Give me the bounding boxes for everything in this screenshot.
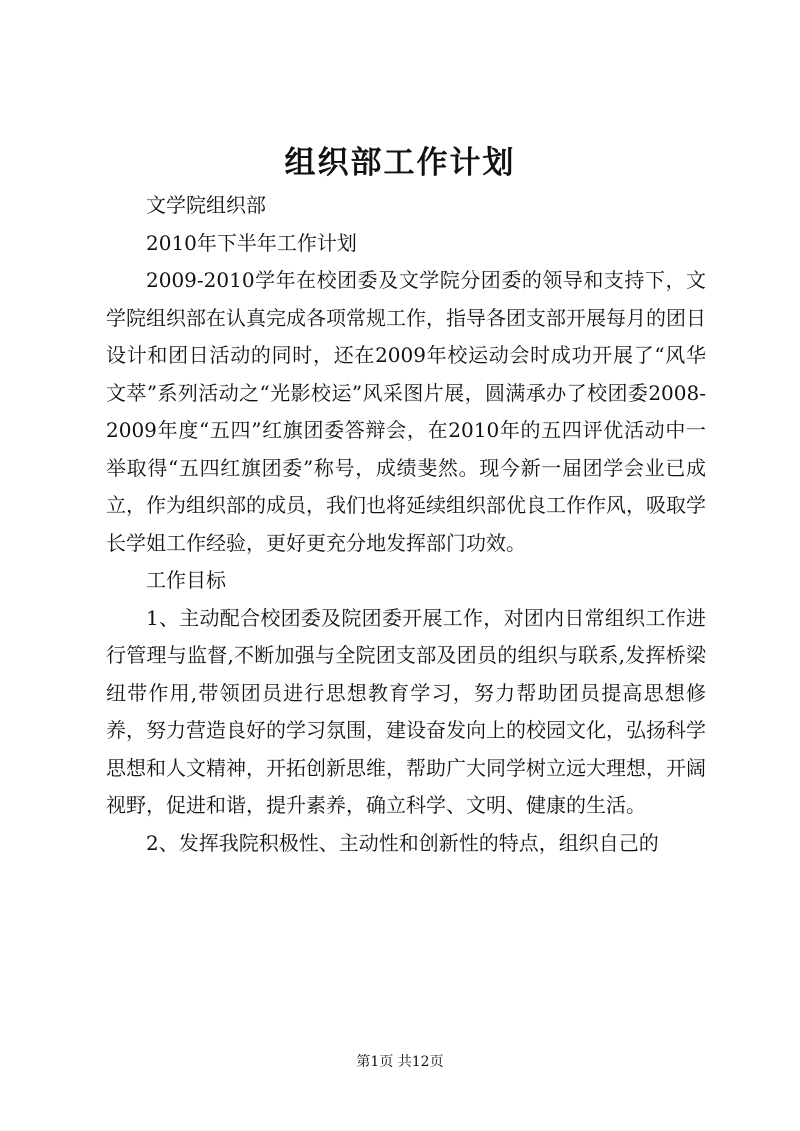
paragraph-goal-2: 2、发挥我院积极性、主动性和创新性的特点，组织自己的 [146, 830, 659, 855]
paragraph-introduction: 2009-2010学年在校团委及文学院分团委的领导和支持下，文学院组织部在认真完成各项常规工作，指导各团支部开展每月的团日设计和团日活动的同时，还在2009年校运动会时成功开展了“风华文萃”系列活动之“光影校运”风采图片展，圆满承办了校团委2008-2009年度“五四”红旗团委答辩会，在2010年的五四评优活动中一举取得“五四红旗团委”称号，成绩斐然。现今新一届团学会业已成立，作为组织部的成员，我们也将延续组织部优良工作作风，吸取学长学姐工作经验，更好更充分地发挥部门功效。 [106, 268, 706, 555]
paragraph-department: 文学院组织部 [146, 193, 266, 217]
paragraph-goals-heading: 工作目标 [146, 568, 226, 592]
page-footer: 第1页 共12页 [356, 1054, 444, 1070]
document-title: 组织部工作计划 [284, 145, 516, 181]
document-body [106, 187, 706, 862]
paragraph-plan-period: 2010年下半年工作计划 [146, 230, 357, 255]
paragraph-goal-1: 1、主动配合校团委及院团委开展工作，对团内日常组织工作进行管理与监督,不断加强与全院团支部及团员的组织与联系,发挥桥梁纽带作用,带领团员进行思想教育学习，努力帮助团员提高思想修养，努力营造良好的学习氛围，建设奋发向上的校园文化，弘扬科学思想和人文精神，开拓创新思维，帮助广大同学树立远大理想，开阔视野，促进和谐，提升素养，确立科学、文明、健康的生活。 [106, 605, 706, 817]
